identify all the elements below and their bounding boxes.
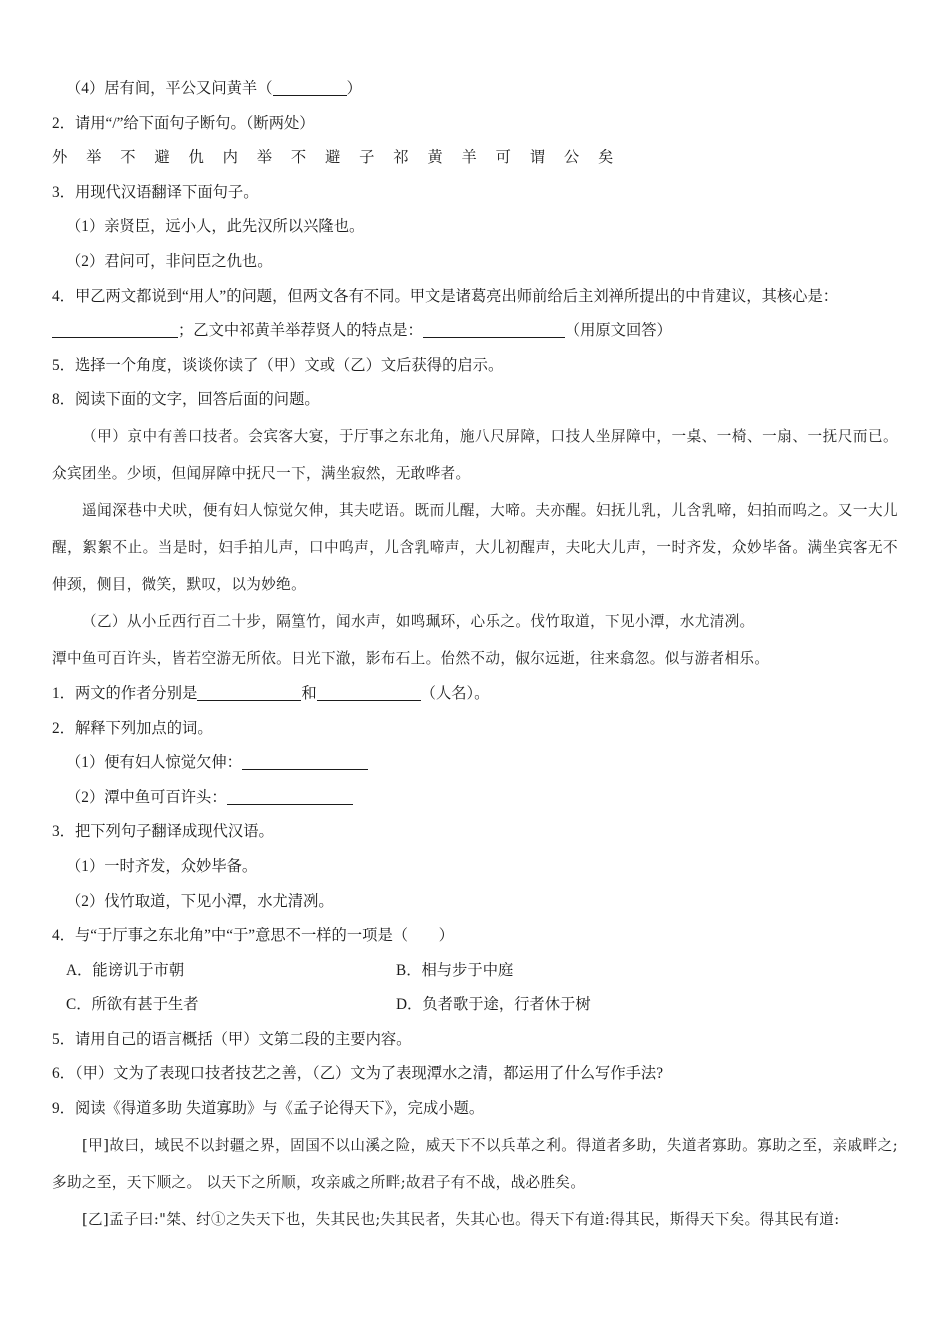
question-8-1 (52, 677, 898, 712)
question-8: 8．阅读下面的文字，回答后面的问题。 (52, 391, 320, 409)
passage-yi-paragraph-1: （乙）从小丘西行百二十步，隔篁竹，闻水声，如鸣珮环，心乐之。伐竹取道，下见小潭，水尤清冽。 (82, 612, 755, 630)
choice-option-a[interactable]: A．能谤讥于市朝 (66, 961, 185, 979)
sub-item-4 (52, 72, 898, 107)
choice-option-c[interactable]: C．所欲有甚于生者 (66, 996, 199, 1014)
answer-blank[interactable] (317, 700, 421, 701)
sub-item-4-tail: ） (346, 80, 362, 97)
answer-blank[interactable] (52, 337, 178, 338)
choice-option-b[interactable]: B．相与步于中庭 (396, 961, 514, 979)
question-8-1-conj: 和 (301, 684, 317, 702)
question-8-5: 5．请用自己的语言概括（甲）文第二段的主要内容。 (52, 1030, 412, 1048)
choice-option-d[interactable]: D．负者歌于途，行者休于树 (396, 996, 591, 1014)
duanju-sentence: 外 举 不 避 仇 内 举 不 避 子 祁 黄 羊 可 谓 公 矣 (52, 149, 621, 167)
question-4-part2-text: ；乙文中祁黄羊举荐贤人的特点是： (178, 322, 423, 340)
passage-jia-paragraph-1: （甲）京中有善口技者。会宾客大宴，于厅事之东北角，施八尺屏障，口技人坐屏障中，一桌、一椅、一扇、一抚尺而已。众宾团坐。少顷，但闻屏障中抚尺一下，满坐寂然，无敢哗者。 (52, 427, 898, 482)
question-4-part2 (52, 314, 898, 349)
question-8-1-tail: （人名）。 (420, 684, 490, 702)
choice-row (52, 954, 898, 989)
answer-blank[interactable] (227, 804, 353, 805)
passage-9-yi: [乙]孟子曰:"桀、纣①之失天下也，失其民也;失其民者，失其心也。得天下有道:得其民，斯得天下矣。得其民有道: (82, 1210, 840, 1228)
sub-item-4-text: （4）居有间，平公又问黄羊（ (66, 80, 273, 97)
passage-9-jia: [甲]故曰，域民不以封疆之界，固国不以山溪之险，威天下不以兵革之利。得道者多助，失道者寡助。寡助之至，亲戚畔之;多助之至，天下顺之。 以天下之所顺，攻亲戚之所畔;故君子有不战，战必胜矣。 (52, 1136, 898, 1191)
question-2: 2．请用“/”给下面句子断句。（断两处） (52, 114, 315, 132)
question-8-1-text: 1．两文的作者分别是 (52, 684, 198, 702)
document-body (52, 72, 898, 1238)
question-8-6: 6．（甲）文为了表现口技者技艺之善，（乙）文为了表现潭水之清，都运用了什么写作手法? (52, 1065, 664, 1083)
question-3-item-2: （2）君问可，非问臣之仇也。 (66, 252, 273, 270)
question-8-3-item-1: （1）一时齐发，众妙毕备。 (66, 857, 258, 875)
question-8-2-item-1-text: （1）便有妇人惊觉欠伸： (66, 754, 242, 772)
passage-jia-paragraph-2: 遥闻深巷中犬吠，便有妇人惊觉欠伸，其夫呓语。既而儿醒，大啼。夫亦醒。妇抚儿乳，儿含乳啼，妇拍而呜之。又一大儿醒，絮絮不止。当是时，妇手拍儿声，口中呜声，儿含乳啼声，大儿初醒声，夫叱大儿声，一时齐发，众妙毕备。满坐宾客无不伸颈，侧目，微笑，默叹，以为妙绝。 (52, 501, 898, 593)
answer-blank[interactable] (273, 95, 347, 96)
question-8-2: 2．解释下列加点的词。 (52, 719, 213, 737)
answer-blank[interactable] (197, 700, 301, 701)
answer-blank[interactable] (242, 769, 368, 770)
question-9: 9．阅读《得道多助 失道寡助》与《孟子论得天下》，完成小题。 (52, 1100, 485, 1118)
question-3-item-1: （1）亲贤臣，远小人，此先汉所以兴隆也。 (66, 218, 365, 236)
question-3: 3．用现代汉语翻译下面句子。 (52, 183, 259, 201)
question-5: 5．选择一个角度，谈谈你读了（甲）文或（乙）文后获得的启示。 (52, 356, 504, 374)
question-8-2-item-1 (52, 746, 898, 781)
question-8-4: 4．与“于厅事之东北角”中“于”意思不一样的一项是（ ） (52, 927, 454, 945)
answer-blank[interactable] (423, 337, 565, 338)
question-8-3: 3．把下列句子翻译成现代汉语。 (52, 823, 274, 841)
question-4-part2-tail: （用原文回答） (564, 322, 672, 340)
question-8-3-item-2: （2）伐竹取道，下见小潭，水尤清冽。 (66, 892, 334, 910)
choice-row (52, 988, 898, 1023)
passage-yi-paragraph-2: 潭中鱼可百许头，皆若空游无所依。日光下澈，影布石上。佁然不动，俶尔远逝，往来翕忽。似与游者相乐。 (52, 649, 770, 667)
question-8-2-item-2 (52, 781, 898, 816)
question-8-2-item-2-text: （2）潭中鱼可百许头： (66, 788, 227, 806)
question-4-part1: 4．甲乙两文都说到“用人”的问题，但两文各有不同。甲文是诸葛亮出师前给后主刘禅所提出的中肯建议，其核心是： (52, 287, 839, 305)
